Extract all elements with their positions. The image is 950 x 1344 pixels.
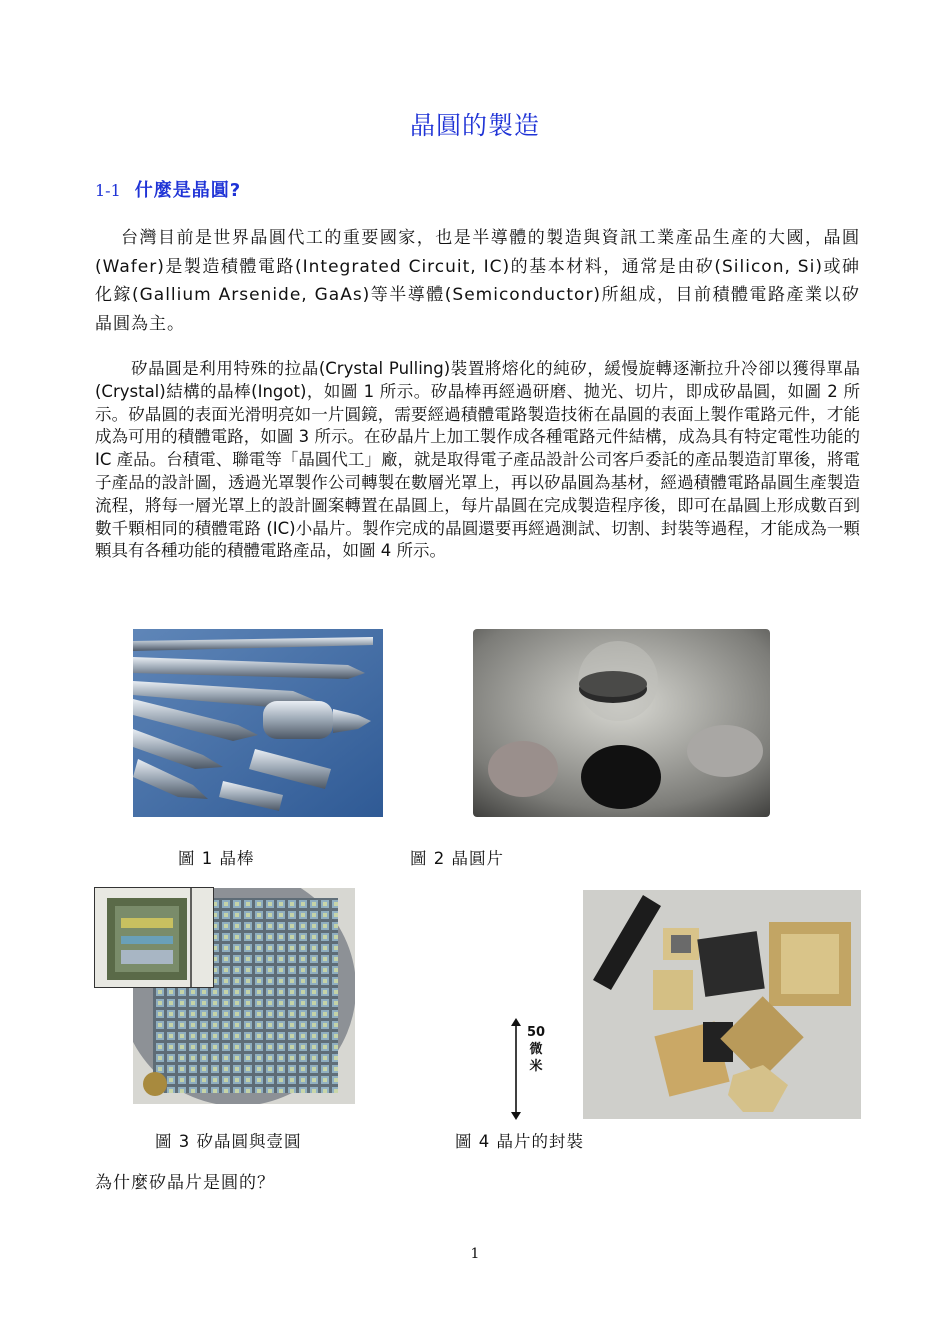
paragraph-2: 矽晶圓是利用特殊的拉晶(Crystal Pulling)裝置將熔化的純矽，緩慢旋轉逐漸拉升冷卻以獲得單晶(Crystal)結構的晶棒(Ingot)，如圖 1 所示。矽晶棒再經過研磨、拋光、切片，即成矽晶圓，如圖 2 所示。矽晶圓的表面光滑明亮如一片圓鏡，需要經過積體電路製造技術在晶圓的表面上製作電路元件，才能成為可用的積體電路，如圖 3 所示。在矽晶片上加工製作成各種電路元件結構，成為具有特定電性功能的 IC 產品。台積電、聯電等「晶圓代工」廠，就是取得電子產品設計公司客戶委託的產品製造訂單後，將電子產品的設計圖，透過光罩製作公司轉製在數層光罩上，再以矽晶圓為基材，經過積體電路晶圓生產製造流程，將每一層光罩上的設計圖案轉置在晶圓上，每片晶圓在完成製造程序後，即可在晶圓上形成數百到數千顆相同的積體電路 (IC)小晶片。製作完成的晶圓還要再經過測試、切割、封裝等過程，才能成為一顆顆具有各種功能的積體電路產品，如圖 4 所示。 (95, 359, 860, 561)
figure-1-caption: 圖 1 晶棒 (178, 849, 255, 868)
scale-unit-2: 米 (529, 1059, 543, 1074)
page-number: 1 (470, 1246, 480, 1262)
figure-3-caption: 圖 3 矽晶圓與壹圓 (155, 1132, 302, 1151)
figure-2-caption: 圖 2 晶圓片 (410, 849, 504, 868)
page-title: 晶圓的製造 (409, 111, 540, 140)
figure-3-chip-inset (94, 887, 214, 988)
section-title: 什麼是晶圓? (134, 180, 242, 201)
paragraph-1: 台灣目前是世界晶圓代工的重要國家，也是半導體的製造與資訊工業產品生產的大國，晶圓(Wafer)是製造積體電路(Integrated Circuit, IC)的基本材料，通常是由矽(Silicon, Si)或砷化鎵(Gallium Arsenide, GaAs)等半導體(Semiconductor)所組成，目前積體電路產業以矽晶圓為主。 (95, 228, 860, 334)
scale-label (525, 1024, 547, 1075)
scale-bar (508, 1018, 524, 1120)
figure-1-ingot-photo (133, 629, 383, 817)
section-heading (95, 176, 241, 202)
figure-4-package-photo (583, 890, 861, 1119)
scale-value: 50 (526, 1025, 546, 1040)
question-text: 為什麼矽晶片是圓的？ (95, 1173, 275, 1193)
figure-4-caption: 圖 4 晶片的封裝 (455, 1132, 584, 1151)
section-number: 1-1 (95, 181, 121, 200)
figure-2-wafer-photo (473, 629, 770, 817)
scale-unit-1: 微 (529, 1042, 543, 1057)
